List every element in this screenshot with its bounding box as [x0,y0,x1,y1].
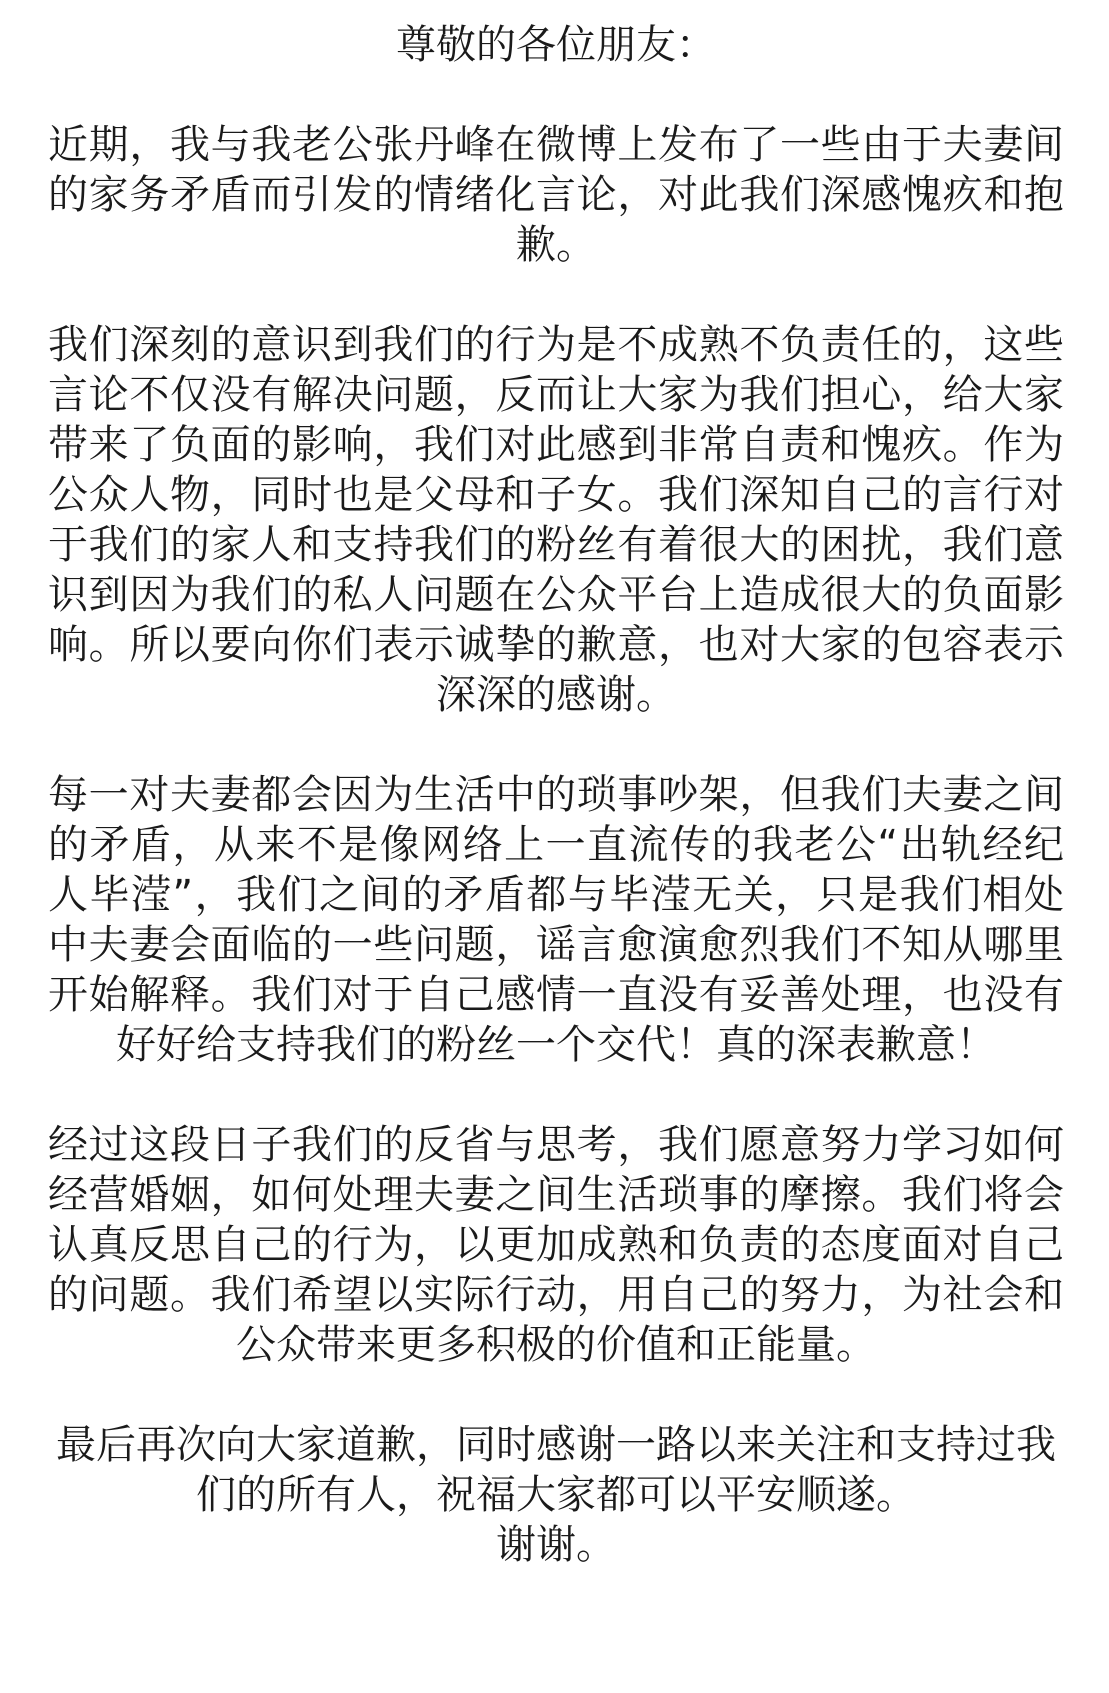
paragraph-1: 近期，我与我老公张丹峰在微博上发布了一些由于夫妻间的家务矛盾而引发的情绪化言论，对此我们深感愧疚和抱歉。 [48,122,1064,268]
paragraph-2: 我们深刻的意识到我们的行为是不成熟不负责任的，这些言论不仅没有解决问题，反而让大家为我们担心，给大家带来了负面的影响，我们对此感到非常自责和愧疚。作为公众人物，同时也是父母和子女。我们深知自己的言行对于我们的家人和支持我们的粉丝有着很大的困扰，我们意识到因为我们的私人问题在公众平台上造成很大的负面影响。所以要向你们表示诚挚的歉意，也对大家的包容表示深深的感谢。 [48,322,1064,718]
letter [48,20,1064,1570]
closing-block [48,1420,1064,1570]
greeting: 尊敬的各位朋友： [396,22,716,68]
paragraph-4: 经过这段日子我们的反省与思考，我们愿意努力学习如何经营婚姻，如何处理夫妻之间生活琐事的摩擦。我们将会认真反思自己的行为，以更加成熟和负责的态度面对自己的问题。我们希望以实际行动，用自己的努力，为社会和公众带来更多积极的价值和正能量。 [48,1122,1064,1368]
paragraph-3: 每一对夫妻都会因为生活中的琐事吵架，但我们夫妻之间的矛盾，从来不是像网络上一直流传的我老公“出轨经纪人毕滢”，我们之间的矛盾都与毕滢无关，只是我们相处中夫妻会面临的一些问题，谣言愈演愈烈我们不知从哪里开始解释。我们对于自己感情一直没有妥善处理，也没有好好给支持我们的粉丝一个交代！真的深表歉意！ [48,772,1064,1068]
paragraph-5: 最后再次向大家道歉，同时感谢一路以来关注和支持过我们的所有人，祝福大家都可以平安顺遂。 [56,1422,1056,1518]
closing-thanks: 谢谢。 [496,1522,616,1568]
